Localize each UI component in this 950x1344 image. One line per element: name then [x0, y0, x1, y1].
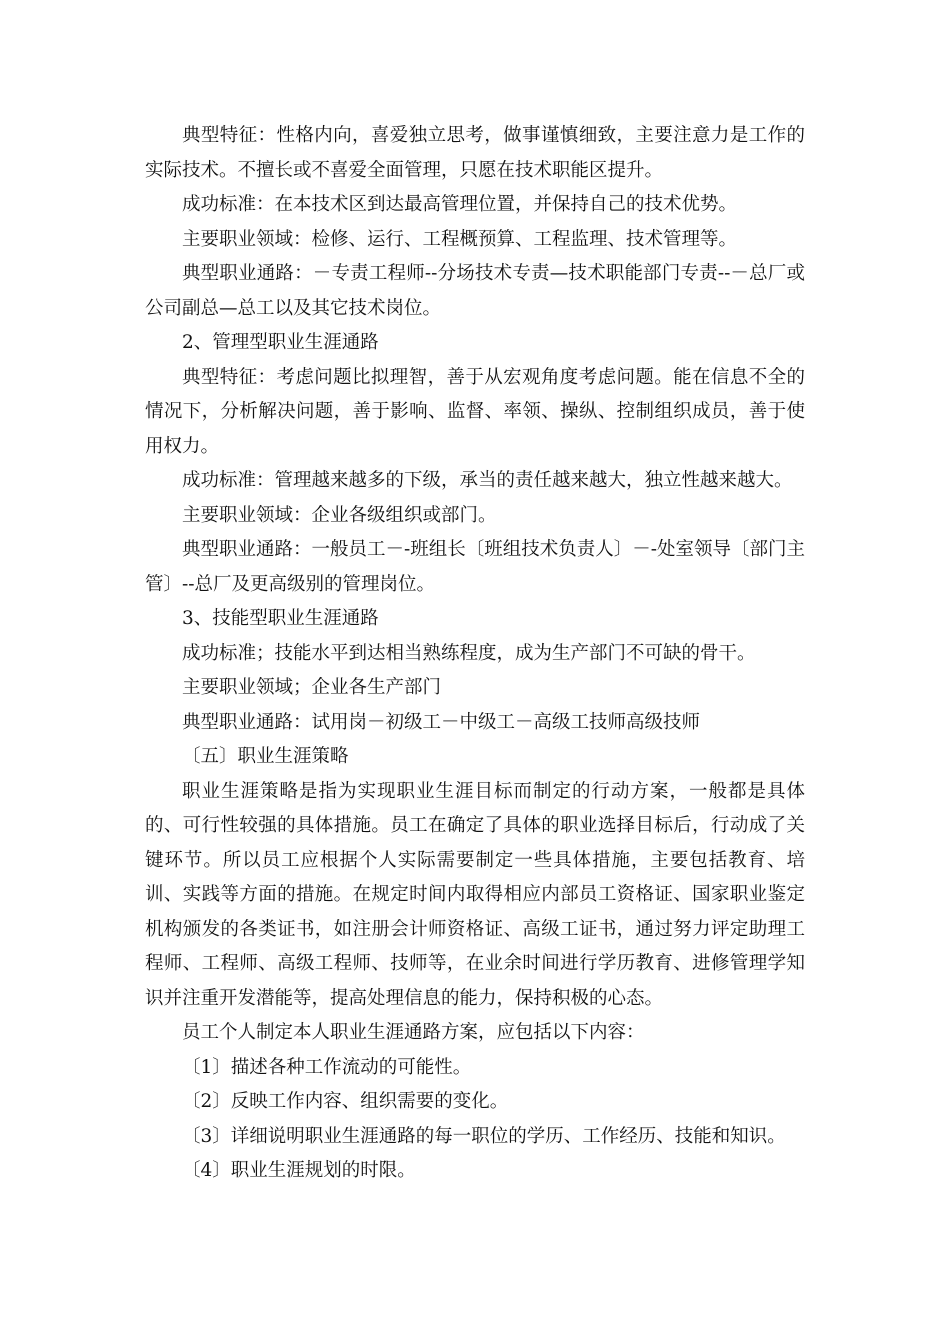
list-item-3: 〔3〕详细说明职业生涯通路的每一职位的学历、工作经历、技能和知识。: [182, 1125, 786, 1147]
section-heading-management: 2、管理型职业生涯通路: [182, 332, 379, 353]
paragraph-management-success: 成功标准：管理越来越多的下级，承当的责任越来越大，独立性越来越大。: [182, 470, 793, 491]
paragraph-technical-fields: 主要职业领域：检修、运行、工程概预算、工程监理、技术管理等。: [182, 228, 738, 250]
paragraph-management-path: 典型职业通路：一般员工－-班组长〔班组技术负责人〕－-处室领导〔部门主管〕--总厂及更高级别的管理岗位。: [145, 539, 806, 595]
list-item-4: 〔4〕职业生涯规划的时限。: [182, 1160, 416, 1181]
paragraph-plan-intro: 员工个人制定本人职业生涯通路方案，应包括以下内容：: [182, 1022, 645, 1043]
paragraph-skill-fields: 主要职业领域；企业各生产部门: [182, 677, 442, 698]
paragraph-skill-path: 典型职业通路：试用岗－初级工－中级工－高级工技师高级技师: [182, 711, 701, 733]
document-body: [145, 119, 805, 1189]
paragraph-skill-success: 成功标准；技能水平到达相当熟练程度，成为生产部门不可缺的骨干。: [182, 642, 756, 664]
paragraph-management-traits: 典型特征：考虑问题比拟理智，善于从宏观角度考虑问题。能在信息不全的情况下，分析解决问题，善于影响、监督、率领、操纵、控制组织成员，善于使用权力。: [145, 366, 805, 457]
paragraph-technical-path: 典型职业通路：－专责工程师--分场技术专责—技术职能部门专责--－总厂或公司副总—总工以及其它技术岗位。: [145, 263, 805, 319]
paragraph-strategy-body: 职业生涯策略是指为实现职业生涯目标而制定的行动方案，一般都是具体的、可行性较强的具体措施。员工在确定了具体的职业选择目标后，行动成了关键环节。所以员工应根据个人实际需要制定一些具体措施，主要包括教育、培训、实践等方面的措施。在规定时间内取得相应内部员工资格证、国家职业鉴定机构颁发的各类证书，如注册会计师资格证、高级工证书，通过努力评定助理工程师、工程师、高级工程师、技师等，在业余时间进行学历教育、进修管理学知识并注重开发潜能等，提高处理信息的能力，保持积极的心态。: [145, 780, 805, 1009]
list-item-1: 〔1〕描述各种工作流动的可能性。: [182, 1056, 472, 1078]
paragraph-technical-traits: 典型特征：性格内向，喜爱独立思考，做事谨慎细致，主要注意力是工作的实际技术。不擅长或不喜爱全面管理，只愿在技术职能区提升。: [145, 125, 805, 181]
paragraph-technical-success: 成功标准：在本技术区到达最高管理位置，并保持自己的技术优势。: [182, 194, 738, 215]
section-heading-skill: 3、技能型职业生涯通路: [182, 608, 379, 629]
list-item-2: 〔2〕反映工作内容、组织需要的变化。: [182, 1091, 509, 1112]
paragraph-management-fields: 主要职业领域：企业各级组织或部门。: [182, 504, 497, 526]
section-heading-strategy: 〔五〕职业生涯策略: [182, 746, 349, 767]
